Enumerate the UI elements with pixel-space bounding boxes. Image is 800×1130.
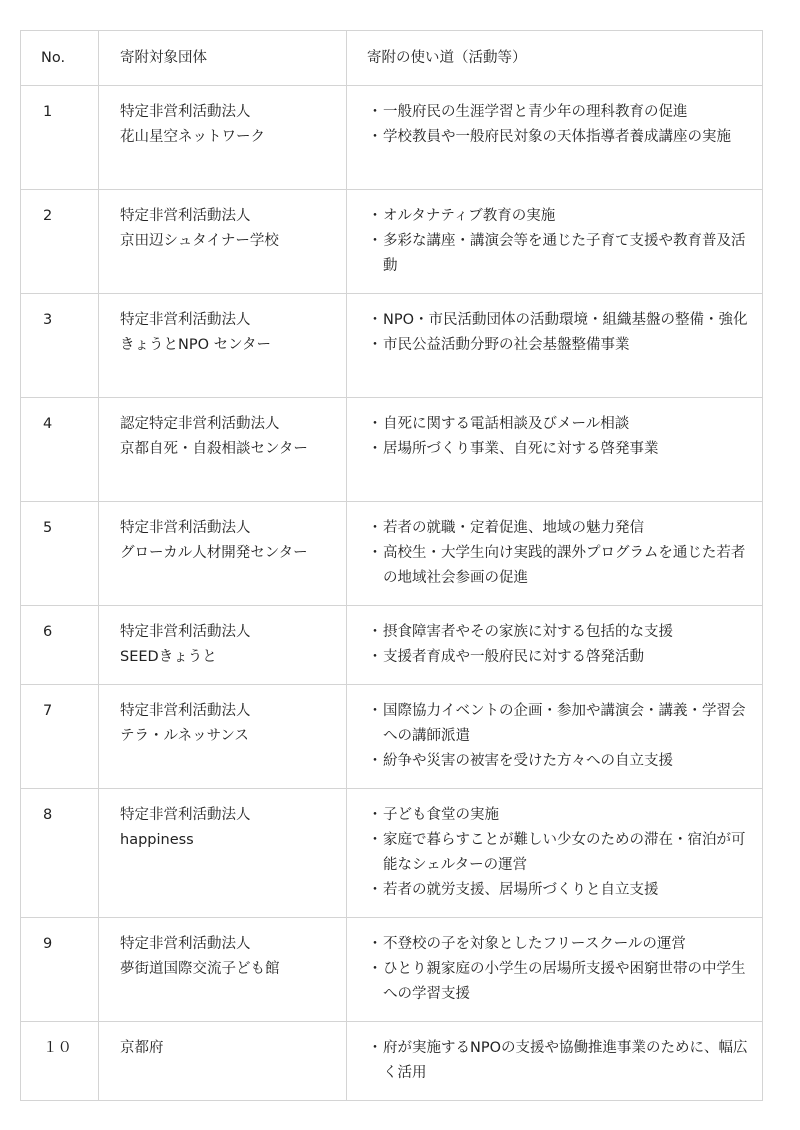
organization-name-line: 京都自死・自殺相談センター	[120, 441, 308, 457]
usage-list	[367, 620, 754, 670]
bullet-mark: ・	[367, 416, 383, 432]
usage-list	[367, 1036, 754, 1086]
row-number: 2	[21, 190, 99, 294]
usage-cell	[347, 86, 763, 190]
organization-name-line: 京都府	[120, 1040, 164, 1056]
usage-item	[367, 229, 754, 279]
table-row	[21, 190, 763, 294]
bullet-mark: ・	[367, 807, 383, 823]
row-number: 7	[21, 685, 99, 789]
bullet-mark: ・	[367, 104, 383, 120]
organization-name-line: グローカル人材開発センター	[120, 545, 308, 561]
organization-name-line: 夢街道国際交流子ども館	[120, 961, 280, 977]
usage-text: 支援者育成や一般府民に対する啓発活動	[383, 649, 644, 665]
organization-name-line: 特定非営利活動法人	[120, 624, 251, 640]
bullet-mark: ・	[367, 1040, 383, 1056]
usage-text: NPO・市民活動団体の活動環境・組織基盤の整備・強化	[383, 312, 748, 328]
usage-cell	[347, 1022, 763, 1101]
usage-item	[367, 699, 754, 749]
organization-cell	[99, 294, 347, 398]
usage-item	[367, 620, 754, 645]
usage-item	[367, 645, 754, 670]
usage-text: 若者の就労支援、居場所づくりと自立支援	[383, 882, 659, 898]
usage-text: ひとり親家庭の小学生の居場所支援や困窮世帯の中学生への学習支援	[383, 961, 746, 1002]
donation-table	[20, 30, 763, 1101]
usage-cell	[347, 789, 763, 918]
usage-item	[367, 932, 754, 957]
usage-list	[367, 699, 754, 774]
header-usage: 寄附の使い道（活動等）	[347, 31, 763, 86]
organization-cell	[99, 86, 347, 190]
row-number: 8	[21, 789, 99, 918]
usage-list	[367, 803, 754, 903]
bullet-mark: ・	[367, 882, 383, 898]
bullet-mark: ・	[367, 703, 383, 719]
usage-cell	[347, 398, 763, 502]
bullet-mark: ・	[367, 129, 383, 145]
row-number: 4	[21, 398, 99, 502]
usage-item	[367, 957, 754, 1007]
bullet-mark: ・	[367, 832, 383, 848]
bullet-mark: ・	[367, 753, 383, 769]
usage-cell	[347, 294, 763, 398]
organization-cell	[99, 685, 347, 789]
organization-name-line: 特定非営利活動法人	[120, 208, 251, 224]
row-number: 5	[21, 502, 99, 606]
usage-item	[367, 308, 754, 333]
header-row	[21, 31, 763, 86]
bullet-mark: ・	[367, 520, 383, 536]
organization-name-line: きょうとNPO センター	[120, 337, 272, 353]
organization-cell	[99, 398, 347, 502]
organization-cell	[99, 190, 347, 294]
usage-text: 市民公益活動分野の社会基盤整備事業	[383, 337, 630, 353]
usage-cell	[347, 190, 763, 294]
usage-item	[367, 828, 754, 878]
bullet-mark: ・	[367, 961, 383, 977]
table-row	[21, 86, 763, 190]
usage-cell	[347, 918, 763, 1022]
usage-text: 一般府民の生涯学習と青少年の理科教育の促進	[383, 104, 688, 120]
usage-text: 若者の就職・定着促進、地域の魅力発信	[383, 520, 644, 536]
usage-item	[367, 516, 754, 541]
usage-text: 紛争や災害の被害を受けた方々への自立支援	[383, 753, 673, 769]
organization-cell	[99, 502, 347, 606]
row-number: １０	[21, 1022, 99, 1101]
bullet-mark: ・	[367, 649, 383, 665]
organization-name-line: テラ・ルネッサンス	[120, 728, 249, 744]
organization-name-line: 花山星空ネットワーク	[120, 129, 265, 145]
bullet-mark: ・	[367, 624, 383, 640]
usage-item	[367, 412, 754, 437]
row-number: 1	[21, 86, 99, 190]
usage-text: オルタナティブ教育の実施	[383, 208, 556, 224]
organization-name-line: 特定非営利活動法人	[120, 520, 251, 536]
organization-name-line: SEEDきょうと	[120, 649, 217, 665]
usage-list	[367, 932, 754, 1007]
bullet-mark: ・	[367, 208, 383, 224]
table-row	[21, 398, 763, 502]
bullet-mark: ・	[367, 545, 383, 561]
usage-text: 学校教員や一般府民対象の天体指導者養成講座の実施	[383, 129, 731, 145]
organization-name-line: 特定非営利活動法人	[120, 312, 251, 328]
usage-item	[367, 204, 754, 229]
usage-cell	[347, 685, 763, 789]
organization-cell	[99, 789, 347, 918]
bullet-mark: ・	[367, 312, 383, 328]
usage-text: 家庭で暮らすことが難しい少女のための滞在・宿泊が可能なシェルターの運営	[383, 832, 746, 873]
organization-cell	[99, 606, 347, 685]
organization-name-line: 特定非営利活動法人	[120, 807, 251, 823]
row-number: 9	[21, 918, 99, 1022]
bullet-mark: ・	[367, 337, 383, 353]
row-number: 6	[21, 606, 99, 685]
organization-name-line: 特定非営利活動法人	[120, 936, 251, 952]
usage-text: 不登校の子を対象としたフリースクールの運営	[383, 936, 686, 952]
usage-item	[367, 1036, 754, 1086]
organization-name-line: 京田辺シュタイナー学校	[120, 233, 279, 249]
usage-item	[367, 541, 754, 591]
usage-cell	[347, 606, 763, 685]
organization-name-line: happiness	[120, 832, 194, 848]
organization-name-line: 特定非営利活動法人	[120, 703, 251, 719]
header-no: No.	[21, 31, 99, 86]
bullet-mark: ・	[367, 233, 383, 249]
organization-name-line: 認定特定非営利活動法人	[120, 416, 280, 432]
table-body	[21, 86, 763, 1101]
table-row	[21, 294, 763, 398]
usage-item	[367, 878, 754, 903]
usage-item	[367, 437, 754, 462]
usage-list	[367, 516, 754, 591]
usage-item	[367, 333, 754, 358]
usage-list	[367, 412, 754, 462]
table-row	[21, 918, 763, 1022]
usage-text: 国際協力イベントの企画・参加や講演会・講義・学習会への講師派遣	[383, 703, 746, 744]
bullet-mark: ・	[367, 936, 383, 952]
usage-text: 府が実施するNPOの支援や協働推進事業のために、幅広く活用	[383, 1040, 748, 1081]
organization-cell	[99, 918, 347, 1022]
usage-text: 居場所づくり事業、自死に対する啓発事業	[383, 441, 659, 457]
bullet-mark: ・	[367, 441, 383, 457]
usage-item	[367, 100, 754, 125]
table-header	[21, 31, 763, 86]
table-row	[21, 502, 763, 606]
table-row	[21, 789, 763, 918]
row-number: 3	[21, 294, 99, 398]
usage-text: 多彩な講座・講演会等を通じた子育て支援や教育普及活動	[383, 233, 746, 274]
usage-list	[367, 204, 754, 279]
usage-item	[367, 749, 754, 774]
table-row	[21, 1022, 763, 1101]
usage-list	[367, 100, 754, 150]
usage-text: 子ども食堂の実施	[383, 807, 499, 823]
usage-list	[367, 308, 754, 358]
usage-item	[367, 125, 754, 150]
usage-text: 摂食障害者やその家族に対する包括的な支援	[383, 624, 673, 640]
usage-text: 高校生・大学生向け実践的課外プログラムを通じた若者の地域社会参画の促進	[383, 545, 746, 586]
usage-cell	[347, 502, 763, 606]
organization-cell	[99, 1022, 347, 1101]
table-row	[21, 606, 763, 685]
usage-text: 自死に関する電話相談及びメール相談	[383, 416, 630, 432]
usage-item	[367, 803, 754, 828]
organization-name-line: 特定非営利活動法人	[120, 104, 251, 120]
header-organization: 寄附対象団体	[99, 31, 347, 86]
table-row	[21, 685, 763, 789]
